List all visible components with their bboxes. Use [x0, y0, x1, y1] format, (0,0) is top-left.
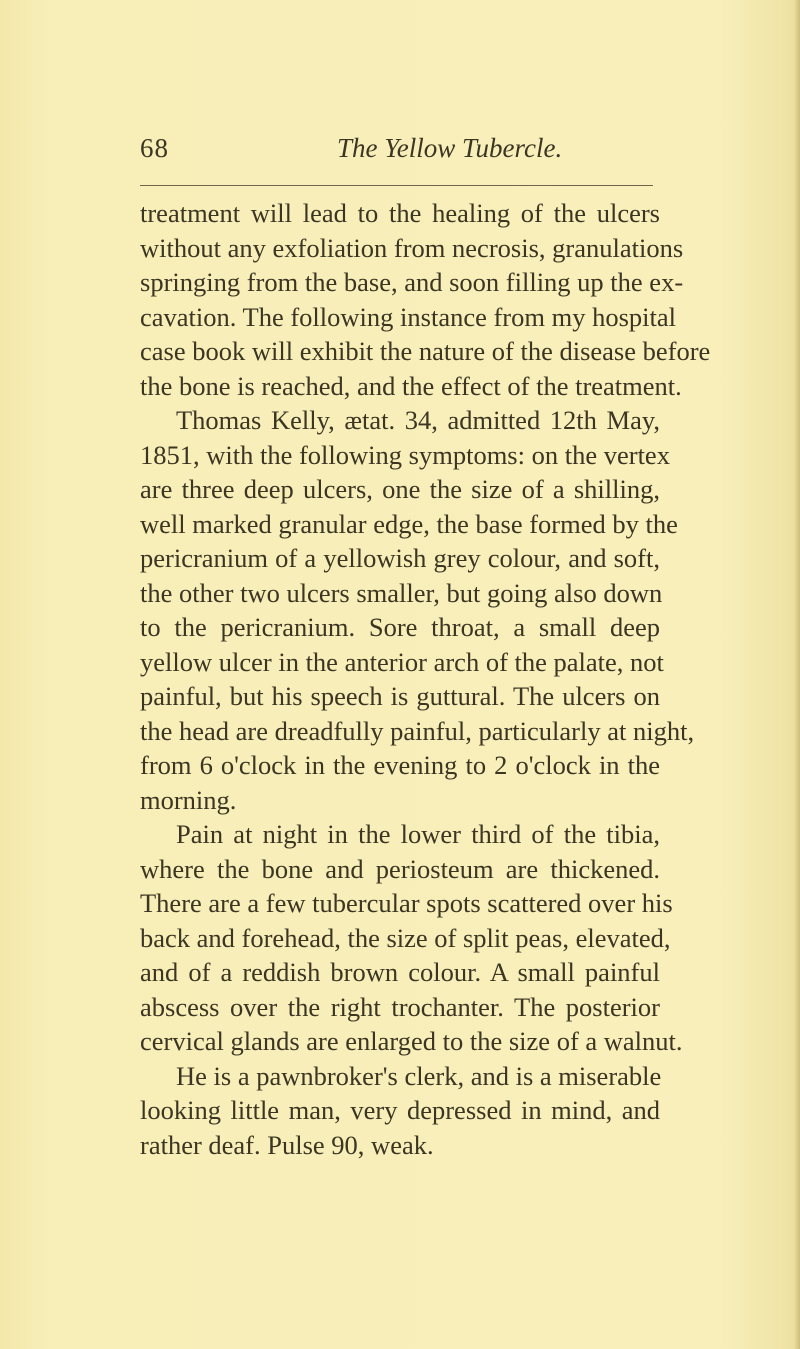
running-head — [140, 128, 660, 168]
text-line: well marked granular edge, the base formed by the — [140, 508, 678, 539]
text-line: back and forehead, the size of split peas, elevated, — [140, 922, 671, 953]
text-line: morning. — [140, 784, 237, 815]
text-line: the other two ulcers smaller, but going also down — [140, 577, 663, 608]
text-line: looking little man, very depressed in mind, and — [140, 1095, 660, 1125]
text-line: without any exfoliation from necrosis, granulations — [140, 232, 684, 263]
text-line: pericranium of a yellowish grey colour, and soft, — [140, 543, 660, 573]
text-line: and of a reddish brown colour. A small painful — [140, 957, 660, 987]
paragraph-start-line: Pain at night in the lower third of the tibia, — [176, 819, 660, 849]
header-rule — [140, 185, 653, 186]
text-line: the head are dreadfully painful, particularly at night, — [140, 715, 695, 746]
text-line: cervical glands are enlarged to the size of a walnut. — [140, 1026, 683, 1056]
text-line: abscess over the right trochanter. The posterior — [140, 991, 660, 1022]
text-line: case book will exhibit the nature of the disease before — [140, 336, 711, 366]
running-title: The Yellow Tubercle. — [337, 133, 563, 163]
text-line: There are a few tubercular spots scattered over his — [140, 888, 673, 918]
paragraph-start-line: He is a pawnbroker's clerk, and is a miserable — [176, 1060, 662, 1091]
page-edge-shadow — [794, 0, 800, 1349]
text-line: where the bone and periosteum are thickened. — [140, 853, 660, 884]
paragraph-start-line: Thomas Kelly, ætat. 34, admitted 12th May, — [176, 405, 660, 435]
text-line: from 6 o'clock in the evening to 2 o'clock in the — [140, 750, 660, 780]
text-line: 1851, with the following symptoms: on the vertex — [140, 439, 670, 470]
text-line: the bone is reached, and the effect of the treatment. — [140, 370, 682, 401]
text-line: yellow ulcer in the anterior arch of the palate, not — [140, 646, 664, 677]
text-line: treatment will lead to the healing of the ulcers — [140, 198, 660, 228]
text-line: to the pericranium. Sore throat, a small deep — [140, 612, 660, 642]
text-line: are three deep ulcers, one the size of a shilling, — [140, 474, 660, 504]
text-line: painful, but his speech is guttural. The ulcers on — [140, 681, 660, 711]
text-line: cavation. The following instance from my hospital — [140, 301, 677, 332]
body-text — [140, 196, 711, 1162]
text-line: springing from the base, and soon filling up the ex- — [140, 267, 684, 297]
page-number: 68 — [140, 133, 169, 163]
text-line: rather deaf. Pulse 90, weak. — [140, 1129, 434, 1160]
